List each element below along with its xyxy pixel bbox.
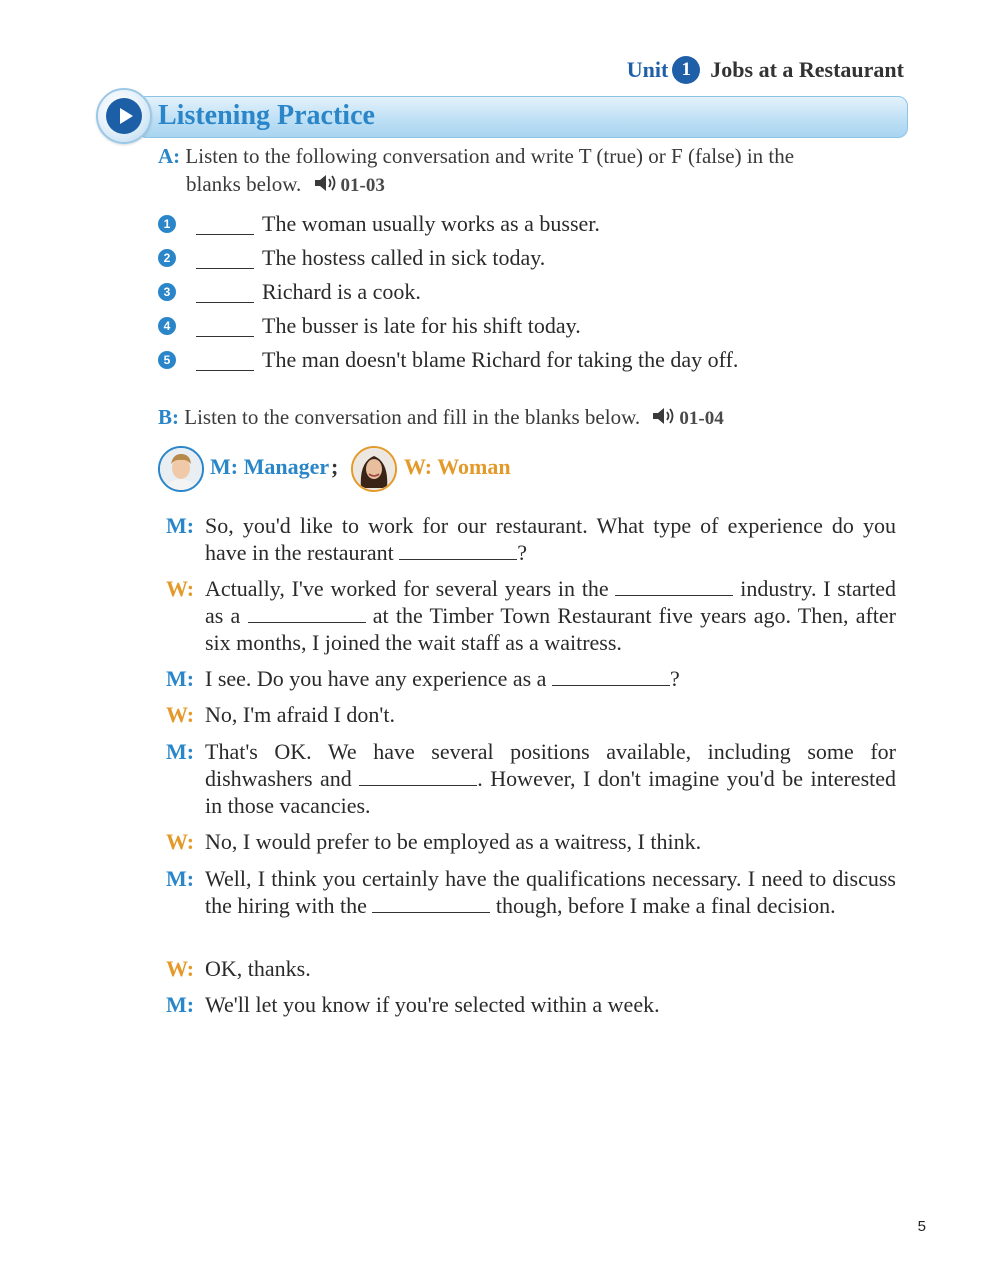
speaker-tag: M:	[166, 513, 195, 538]
dialogue-text: OK, thanks.	[205, 956, 311, 981]
dialogue-line	[166, 738, 896, 819]
fill-blank[interactable]	[372, 894, 490, 913]
part-a-instruction-line2: blanks below.	[186, 172, 302, 196]
dialogue-text: We'll let you know if you're selected within a week.	[205, 992, 660, 1017]
answer-blank[interactable]	[196, 248, 254, 269]
speaker-separator: ;	[331, 454, 339, 479]
dialogue-text: though, before I make a final decision.	[490, 893, 836, 918]
answer-blank[interactable]	[196, 282, 254, 303]
audio-track-a: 01-03	[340, 175, 385, 196]
fill-blank[interactable]	[552, 667, 670, 686]
item-text: The man doesn't blame Richard for taking the day off.	[262, 347, 739, 372]
woman-avatar	[351, 446, 397, 492]
tf-item	[158, 207, 600, 241]
speaker-tag: W:	[166, 702, 195, 727]
part-a-tag: A:	[158, 144, 181, 168]
fill-blank[interactable]	[359, 767, 477, 786]
item-number: 4	[158, 317, 176, 335]
speaker-icon[interactable]	[313, 172, 339, 200]
item-number: 2	[158, 249, 176, 267]
speaker-tag: M:	[166, 739, 195, 764]
dialogue-text: ?	[517, 540, 528, 565]
dialogue-line	[166, 865, 896, 919]
speaker-tag: M:	[166, 666, 195, 691]
dialogue-text: I see. Do you have any experience as a	[205, 666, 552, 691]
fill-blank[interactable]	[248, 604, 366, 623]
speaker-tag: M:	[166, 992, 195, 1017]
dialogue-text: That's OK. We have several positions available, including some for dishwashers and	[205, 739, 896, 791]
section-title: Listening Practice	[158, 100, 375, 131]
item-text: The hostess called in sick today.	[262, 245, 546, 270]
dialogue-text: . However, I don't imagine you'd be interested in those vacancies.	[205, 766, 897, 818]
item-text: The busser is late for his shift today.	[262, 313, 581, 338]
speaker-w-label: W: Woman	[404, 454, 511, 479]
dialogue-text: So, you'd like to work for our restaurant. What type of experience do you have in the restaurant	[205, 513, 896, 565]
dialogue-line	[166, 665, 896, 692]
dialogue-text: at the Timber Town Restaurant five years ago. Then, after six months, I joined the wait staff as a waitress.	[205, 603, 896, 655]
item-number: 1	[158, 215, 176, 233]
fill-blank[interactable]	[399, 541, 517, 560]
fill-blank[interactable]	[615, 577, 733, 596]
speaker-icon[interactable]	[651, 405, 677, 433]
page-number: 5	[917, 1218, 926, 1235]
part-a-instruction-line1: Listen to the following conversation and write T (true) or F (false) in the	[185, 144, 795, 168]
part-b-tag: B:	[158, 405, 179, 429]
speaker-tag: W:	[166, 576, 195, 601]
unit-number-badge: 1	[672, 56, 700, 84]
item-text: The woman usually works as a busser.	[262, 211, 600, 236]
dialogue-line	[166, 701, 896, 728]
speaker-tag: M:	[166, 866, 195, 891]
speaker-tag: W:	[166, 829, 195, 854]
dialogue-text: No, I'm afraid I don't.	[205, 702, 395, 727]
dialogue-text: ?	[669, 666, 680, 691]
tf-item	[158, 343, 738, 377]
tf-item	[158, 241, 545, 275]
dialogue-text: Well, I think you certainly have the qualifications necessary. I need to discuss the hiring with the	[205, 866, 896, 918]
item-number: 5	[158, 351, 176, 369]
dialogue-line	[166, 955, 896, 982]
dialogue-text: No, I would prefer to be employed as a waitress, I think.	[205, 829, 702, 854]
unit-header	[627, 56, 904, 84]
item-text: Richard is a cook.	[262, 279, 421, 304]
answer-blank[interactable]	[196, 350, 254, 371]
speaker-m-label: M: Manager	[210, 454, 330, 479]
part-a-instruction	[158, 142, 898, 170]
speaker-tag: W:	[166, 956, 195, 981]
answer-blank[interactable]	[196, 316, 254, 337]
part-b-instruction	[158, 403, 724, 433]
item-number: 3	[158, 283, 176, 301]
tf-item	[158, 275, 421, 309]
part-a-instruction-2	[186, 170, 385, 200]
audio-track-b: 01-04	[679, 408, 724, 429]
unit-word: Unit	[626, 57, 669, 82]
answer-blank[interactable]	[196, 214, 254, 235]
dialogue-line	[166, 828, 896, 855]
dialogue-text: Actually, I've worked for several years in the	[205, 576, 616, 601]
unit-title: Jobs at a Restaurant	[710, 57, 904, 82]
dialogue-line	[166, 991, 896, 1018]
dialogue-text: industry. I started as a	[205, 576, 896, 628]
manager-avatar	[158, 446, 204, 492]
play-icon[interactable]	[96, 88, 152, 144]
dialogue-line	[166, 575, 896, 656]
tf-item	[158, 309, 581, 343]
part-b-instruction-text: Listen to the conversation and fill in the blanks below.	[184, 405, 641, 429]
dialogue-line	[166, 512, 896, 566]
